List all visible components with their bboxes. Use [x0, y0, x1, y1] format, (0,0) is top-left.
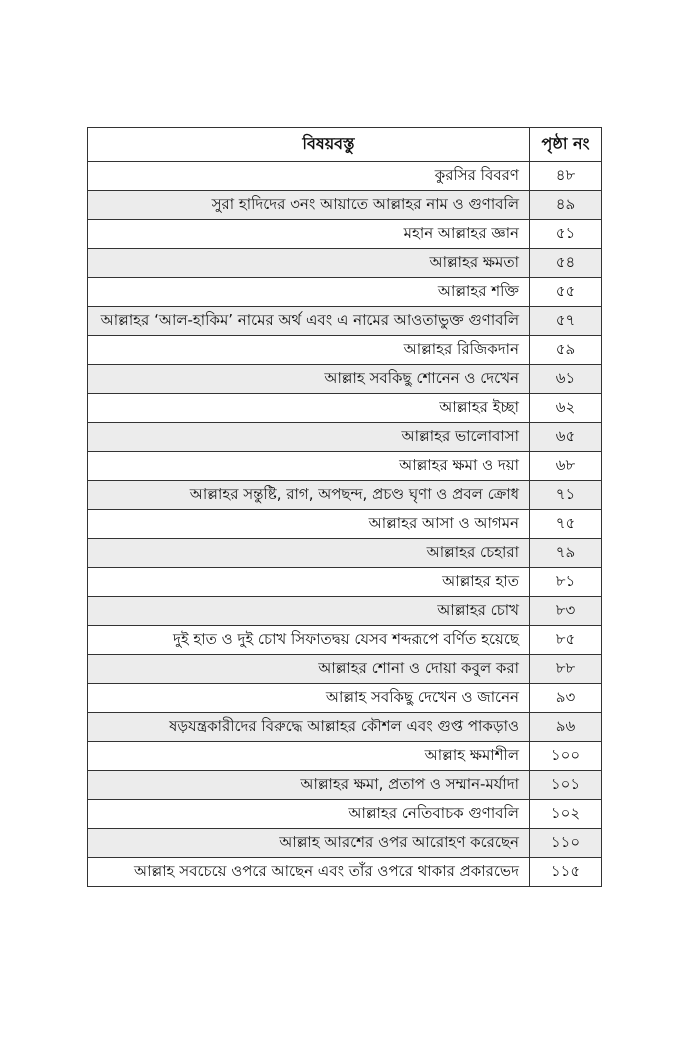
toc-row: [88, 568, 602, 597]
toc-page-number: ১১০: [530, 829, 602, 858]
toc-topic: আল্লাহর হাত: [88, 568, 530, 597]
toc-body: [88, 162, 602, 887]
toc-page-number: ৮১: [530, 568, 602, 597]
toc-page-number: ৫৫: [530, 278, 602, 307]
toc-row: [88, 162, 602, 191]
table-of-contents: [87, 127, 602, 887]
toc-row: [88, 423, 602, 452]
toc-row: [88, 655, 602, 684]
toc-page-number: ৭৯: [530, 539, 602, 568]
toc-row: [88, 336, 602, 365]
toc-row: [88, 220, 602, 249]
toc-row: [88, 858, 602, 887]
toc-topic: মহান আল্লাহর জ্ঞান: [88, 220, 530, 249]
toc-topic: আল্লাহর চোখ: [88, 597, 530, 626]
toc-topic: আল্লাহ সবকিছু শোনেন ও দেখেন: [88, 365, 530, 394]
toc-row: [88, 452, 602, 481]
toc-page-number: ১০০: [530, 742, 602, 771]
toc-row: [88, 626, 602, 655]
toc-row: [88, 771, 602, 800]
toc-topic: আল্লাহর আসা ও আগমন: [88, 510, 530, 539]
toc-row: [88, 249, 602, 278]
toc-page-number: ৬৫: [530, 423, 602, 452]
toc-topic: আল্লাহ আরশের ওপর আরোহণ করেছেন: [88, 829, 530, 858]
toc-row: [88, 365, 602, 394]
toc-row: [88, 481, 602, 510]
toc-topic: কুরসির বিবরণ: [88, 162, 530, 191]
toc-row: [88, 597, 602, 626]
toc-topic: আল্লাহর ভালোবাসা: [88, 423, 530, 452]
toc-page-number: ৮৫: [530, 626, 602, 655]
toc-page-number: ৬১: [530, 365, 602, 394]
toc-topic: আল্লাহর ক্ষমা, প্রতাপ ও সম্মান-মর্যাদা: [88, 771, 530, 800]
toc-page-number: ৫১: [530, 220, 602, 249]
toc-topic: আল্লাহ ক্ষমাশীল: [88, 742, 530, 771]
toc-row: [88, 684, 602, 713]
toc-page-number: ১১৫: [530, 858, 602, 887]
toc-page-number: ৯৬: [530, 713, 602, 742]
toc-page-number: ৪৮: [530, 162, 602, 191]
toc-page-number: ৪৯: [530, 191, 602, 220]
toc-page-number: ৮৩: [530, 597, 602, 626]
toc-topic: আল্লাহর চেহারা: [88, 539, 530, 568]
toc-topic: ষড়যন্ত্রকারীদের বিরুদ্ধে আল্লাহর কৌশল এবং গুপ্ত পাকড়াও: [88, 713, 530, 742]
toc-topic: আল্লাহর ক্ষমতা: [88, 249, 530, 278]
toc-topic: আল্লাহর ইচ্ছা: [88, 394, 530, 423]
toc-row: [88, 539, 602, 568]
toc-row: [88, 713, 602, 742]
toc-topic: আল্লাহ সবকিছু দেখেন ও জানেন: [88, 684, 530, 713]
toc-topic: আল্লাহর ক্ষমা ও দয়া: [88, 452, 530, 481]
toc-page-number: ৭১: [530, 481, 602, 510]
toc-page-number: ৫৭: [530, 307, 602, 336]
toc-page-number: ১০২: [530, 800, 602, 829]
toc-row: [88, 829, 602, 858]
toc-page-number: ৭৫: [530, 510, 602, 539]
toc-row: [88, 742, 602, 771]
toc-page-number: ৯৩: [530, 684, 602, 713]
toc-page-number: ৫৯: [530, 336, 602, 365]
toc-topic: সুরা হাদিদের ৩নং আয়াতে আল্লাহর নাম ও গুণাবলি: [88, 191, 530, 220]
toc-topic: আল্লাহর নেতিবাচক গুণাবলি: [88, 800, 530, 829]
page-column-header: পৃষ্ঠা নং: [530, 128, 602, 162]
toc-row: [88, 307, 602, 336]
toc-row: [88, 191, 602, 220]
topic-column-header: বিষয়বস্তু: [88, 128, 530, 162]
toc-topic: আল্লাহর শোনা ও দোয়া কবুল করা: [88, 655, 530, 684]
toc-row: [88, 278, 602, 307]
toc-topic: আল্লাহর রিজিকদান: [88, 336, 530, 365]
toc-row: [88, 394, 602, 423]
toc-page-number: ৮৮: [530, 655, 602, 684]
toc-topic: আল্লাহর সন্তুষ্টি, রাগ, অপছন্দ, প্রচণ্ড ঘৃণা ও প্রবল ক্রোধ: [88, 481, 530, 510]
toc-topic: আল্লাহর ‘আল-হাকিম’ নামের অর্থ এবং এ নামের আওতাভুক্ত গুণাবলি: [88, 307, 530, 336]
toc-page-number: ৬৮: [530, 452, 602, 481]
toc-topic: আল্লাহর শক্তি: [88, 278, 530, 307]
toc-page-number: ১০১: [530, 771, 602, 800]
toc-topic: আল্লাহ সবচেয়ে ওপরে আছেন এবং তাঁর ওপরে থাকার প্রকারভেদ: [88, 858, 530, 887]
toc-row: [88, 510, 602, 539]
toc-header-row: [88, 128, 602, 162]
toc-page-number: ৫৪: [530, 249, 602, 278]
toc-topic: দুই হাত ও দুই চোখ সিফাতদ্বয় যেসব শব্দরূপে বর্ণিত হয়েছে: [88, 626, 530, 655]
toc-row: [88, 800, 602, 829]
toc-page-number: ৬২: [530, 394, 602, 423]
